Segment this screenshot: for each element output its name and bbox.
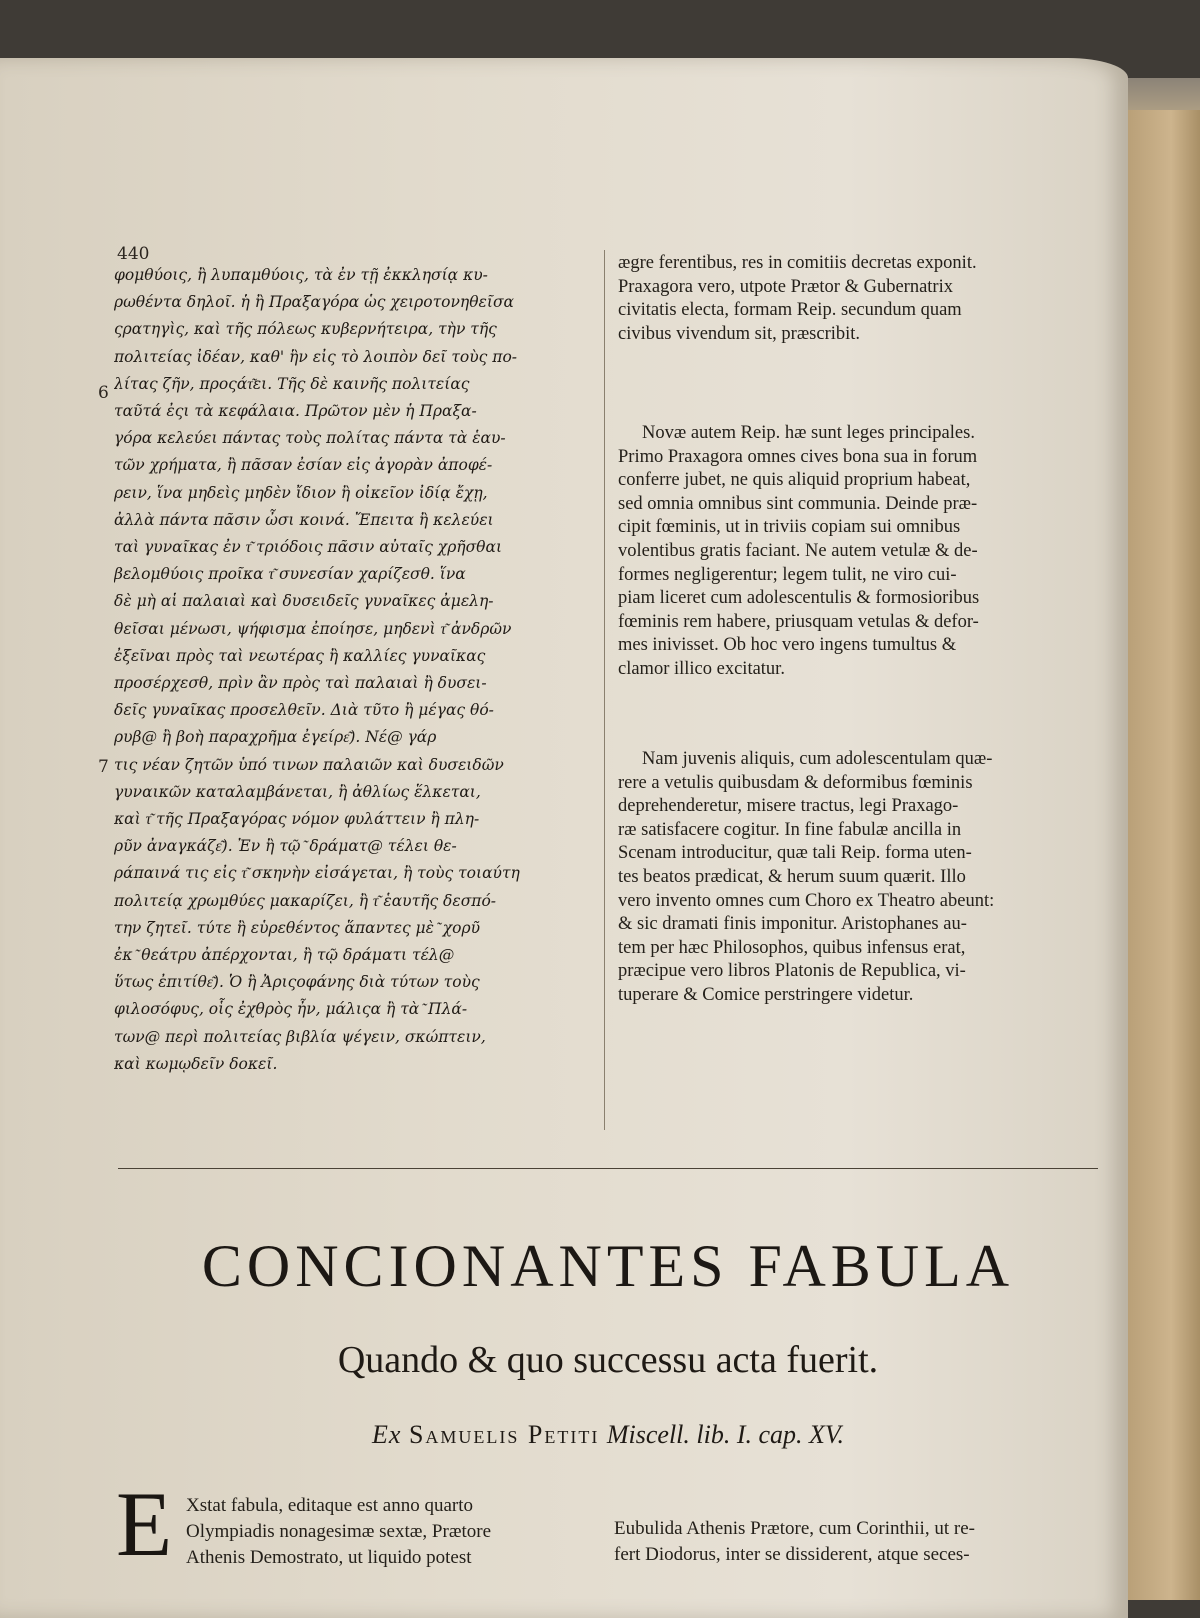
- text-line: ἐξεῖναι πρὸς ταὶ νεωτέρας ἢ καλλίες γυναῖκας: [114, 646, 486, 665]
- text-line: γόρα κελεύει πάντας τοὺς πολίτας πάντα τὰ ἑαυ-: [114, 429, 506, 448]
- text-line: vero invento omnes cum Choro ex Theatro abeunt:: [618, 890, 995, 911]
- section-rule: [118, 1168, 1098, 1169]
- text-line: formes negligerentur; legem tulit, ne viro cui-: [618, 564, 957, 585]
- section-title: CONCIONANTES FABULA: [201, 1233, 1015, 1299]
- text-line: piam liceret cum adolescentulis & formosioribus: [618, 588, 980, 609]
- text-line: Olympiadis nonagesimæ sextæ, Prætore: [186, 1521, 492, 1542]
- text-line: fert Diodorus, inter se dissiderent, atque seces-: [614, 1544, 970, 1565]
- text-line: Primo Praxagora omnes cives bona sua in forum: [618, 446, 978, 467]
- text-line: ægre ferentibus, res in comitiis decretas exponit.: [618, 253, 977, 273]
- text-line: præcipue vero libros Platonis de Republica, vi-: [618, 961, 966, 982]
- text-line: & sic dramati finis imponitur. Aristophanes au-: [618, 914, 967, 935]
- text-line: ρυβ@ ἢ βοὴ παραχρῆμα ἐγείρε͂). Νέ@ γάρ: [114, 728, 437, 747]
- text-line: rere a vetulis quibusdam & deformibus fœminis: [618, 772, 973, 793]
- text-line: πολιτείας ἰδέαν, καθ' ἣν εἰς τὸ λοιπὸν δεῖ τοὺς πο-: [114, 347, 518, 366]
- text-line: καὶ τ͂ τῆς Πραξαγόρας νόμον φυλάττειν ἢ πλη-: [114, 810, 480, 829]
- source-work: Miscell. lib. I. cap. XV.: [606, 1420, 844, 1449]
- text-line: ρῦν ἀναγκάζε͂). Ἐν ἢ τῷ ͂ δράματ@ τέλει θε-: [114, 837, 457, 856]
- text-line: tes beatos prædicat, & herum suum quærit. Illo: [618, 866, 966, 887]
- text-line: mes inivisset. Ob hoc vero ingens tumultus &: [618, 635, 957, 656]
- greek-column: [114, 262, 600, 1078]
- margin-number-7: 7: [98, 757, 109, 777]
- text-line: θεῖσαι μένωσι, ψήφισμα ἐποίησε, μηδενὶ τ͂ ἀνδρῶν: [114, 619, 512, 638]
- text-line: Xstat fabula, editaque est anno quarto: [186, 1495, 474, 1516]
- text-line: Eubulida Athenis Prætore, cum Corinthii, ut re-: [614, 1518, 975, 1539]
- text-line: τῶν χρήματα, ἢ πᾶσαν ἐσίαν εἰς ἀγορὰν ἀποφέ-: [114, 456, 493, 475]
- text-line: sed omnia omnibus sint communia. Deinde præ-: [618, 493, 978, 514]
- text-line: fœminis rem habere, priusquam vetulas & defor-: [618, 611, 979, 632]
- text-line: Praxagora vero, utpote Prætor & Gubernatrix: [618, 276, 953, 297]
- column-divider: [604, 250, 605, 1130]
- text-line: ræ satisfacere cogitur. In fine fabulæ ancilla in: [618, 819, 962, 840]
- page-edge: [1128, 110, 1200, 1600]
- text-line: την ζητεῖ. τύτε ἢ εὑρεθέντος ἅπαντες μὲ ͂ χορῦ: [114, 918, 481, 937]
- text-line: ταῦτά ἐςι τὰ κεφάλαια. Πρῶτον μὲν ἡ Πραξα-: [114, 402, 477, 421]
- source-prefix: Ex: [372, 1420, 402, 1449]
- text-line: volentibus gratis faciant. Ne autem vetulæ & de-: [618, 540, 978, 561]
- text-line: Athenis Demostrato, ut liquido potest: [186, 1547, 472, 1568]
- body-right-column: [614, 1516, 1084, 1568]
- section-subtitle: Quando & quo successu acta fuerit.: [337, 1339, 879, 1381]
- latin-paragraph-2: [618, 422, 1084, 682]
- text-line: προσέρχεσθ, πρὶν ἂν πρὸς ταὶ παλαιαὶ ἢ δυσει-: [114, 674, 487, 693]
- text-line: δὲ μὴ αἱ παλαιαὶ καὶ δυσειδεῖς γυναῖκες ἀμελη-: [114, 592, 494, 611]
- text-line: ἀλλὰ πάντα πᾶσιν ὦσι κοινά. Ἔπειτα ἢ κελεύει: [114, 510, 494, 529]
- text-line: ἐκ ͂ θεάτρυ ἀπέρχονται, ἢ τῷ δράματι τέλ@: [114, 946, 455, 965]
- text-line: λίτας ζῆν, προςάτ͂ει. Τῆς δὲ καινῆς πολιτείας: [114, 374, 470, 393]
- text-line: φομθύοις, ἢ λυπαμθύοις, τὰ ἐν τῇ ἐκκλησίᾳ κυ-: [114, 266, 488, 284]
- text-line: tem per hæc Philosophos, quibus infensus erat,: [618, 937, 966, 958]
- body-left-column: [186, 1493, 596, 1571]
- text-line: καὶ κωμῳδεῖν δοκεῖ.: [114, 1054, 278, 1073]
- text-line: ράπαινά τις εἰς τ͂ σκηνὴν εἰσάγεται, ἢ τοὺς τοιαύτη: [114, 864, 520, 883]
- text-line: deprehenderetur, misere tractus, legi Praxago-: [618, 796, 959, 817]
- text-line: ςρατηγὶς, καὶ τῆς πόλεως κυβερνήτειρα, τὴν τῆς: [114, 320, 497, 339]
- text-line: Nam juvenis aliquis, cum adolescentulam quæ-: [642, 749, 993, 769]
- text-line: tuperare & Comice perstringere videtur.: [618, 984, 914, 1005]
- text-line: ταὶ γυναῖκας ἐν τ͂ τριόδοις πᾶσιν αὐταῖς χρῆσθαι: [114, 538, 503, 557]
- text-line: πολιτείᾳ χρωμθύες μακαρίζει, ἢ τ͂ ἑαυτῆς δεσπό-: [114, 891, 497, 910]
- text-line: civibus vivendum sit, præscribit.: [618, 323, 861, 344]
- margin-number-6: 6: [98, 383, 109, 403]
- text-line: ρειν, ἵνα μηδεὶς μηδὲν ἴδιον ἢ οἰκεῖον ἰδίᾳ ἔχῃ,: [114, 483, 488, 502]
- text-line: ρωθέντα δηλοῖ. ἡ ἢ Πραξαγόρα ὡς χειροτονηθεῖσα: [114, 293, 514, 312]
- text-line: Novæ autem Reip. hæ sunt leges principales.: [642, 423, 975, 443]
- text-line: clamor illico excitatur.: [618, 658, 785, 679]
- source-author: Samuelis Petiti: [408, 1420, 600, 1449]
- text-line: φιλοσόφυς, οἷς ἐχθρὸς ἦν, μάλιςα ἢ τὰ ͂ Πλά-: [114, 1000, 468, 1019]
- text-line: των@ περὶ πολιτείας βιβλία ψέγειν, σκώπτειν,: [114, 1027, 486, 1046]
- text-line: cipit fœminis, ut in triviis copiam sui omnibus: [618, 517, 961, 538]
- text-line: conferre jubet, ne quis aliquid proprium habeat,: [618, 470, 971, 491]
- text-line: civitatis electa, formam Reip. secundum quam: [618, 300, 962, 321]
- text-line: γυναικῶν καταλαμβάνεται, ἢ ἀθλίως ἕλκεται,: [114, 782, 481, 801]
- drop-cap: E: [116, 1473, 173, 1575]
- latin-paragraph-3: [618, 748, 1084, 1008]
- latin-paragraph-1: [618, 252, 1084, 346]
- text-line: Scenam introducitur, quæ tali Reip. forma uten-: [618, 843, 972, 864]
- text-line: τις νέαν ζητῶν ὑπό τινων παλαιῶν καὶ δυσειδῶν: [114, 755, 504, 774]
- text-line: βελομθύοις προῖκα τ͂ συνεσίαν χαρίζεσθ. ἵνα: [114, 565, 466, 584]
- text-line: ὕτως ἐπιτίθε͂). Ὁ ἢ Ἀριςοφάνης διὰ τύτων τοὺς: [114, 973, 480, 992]
- page-number: 440: [117, 244, 150, 264]
- text-line: δεῖς γυναῖκας προσελθεῖν. Διὰ τῦτο ἢ μέγας θό-: [114, 701, 494, 720]
- source-line: [118, 1420, 1098, 1450]
